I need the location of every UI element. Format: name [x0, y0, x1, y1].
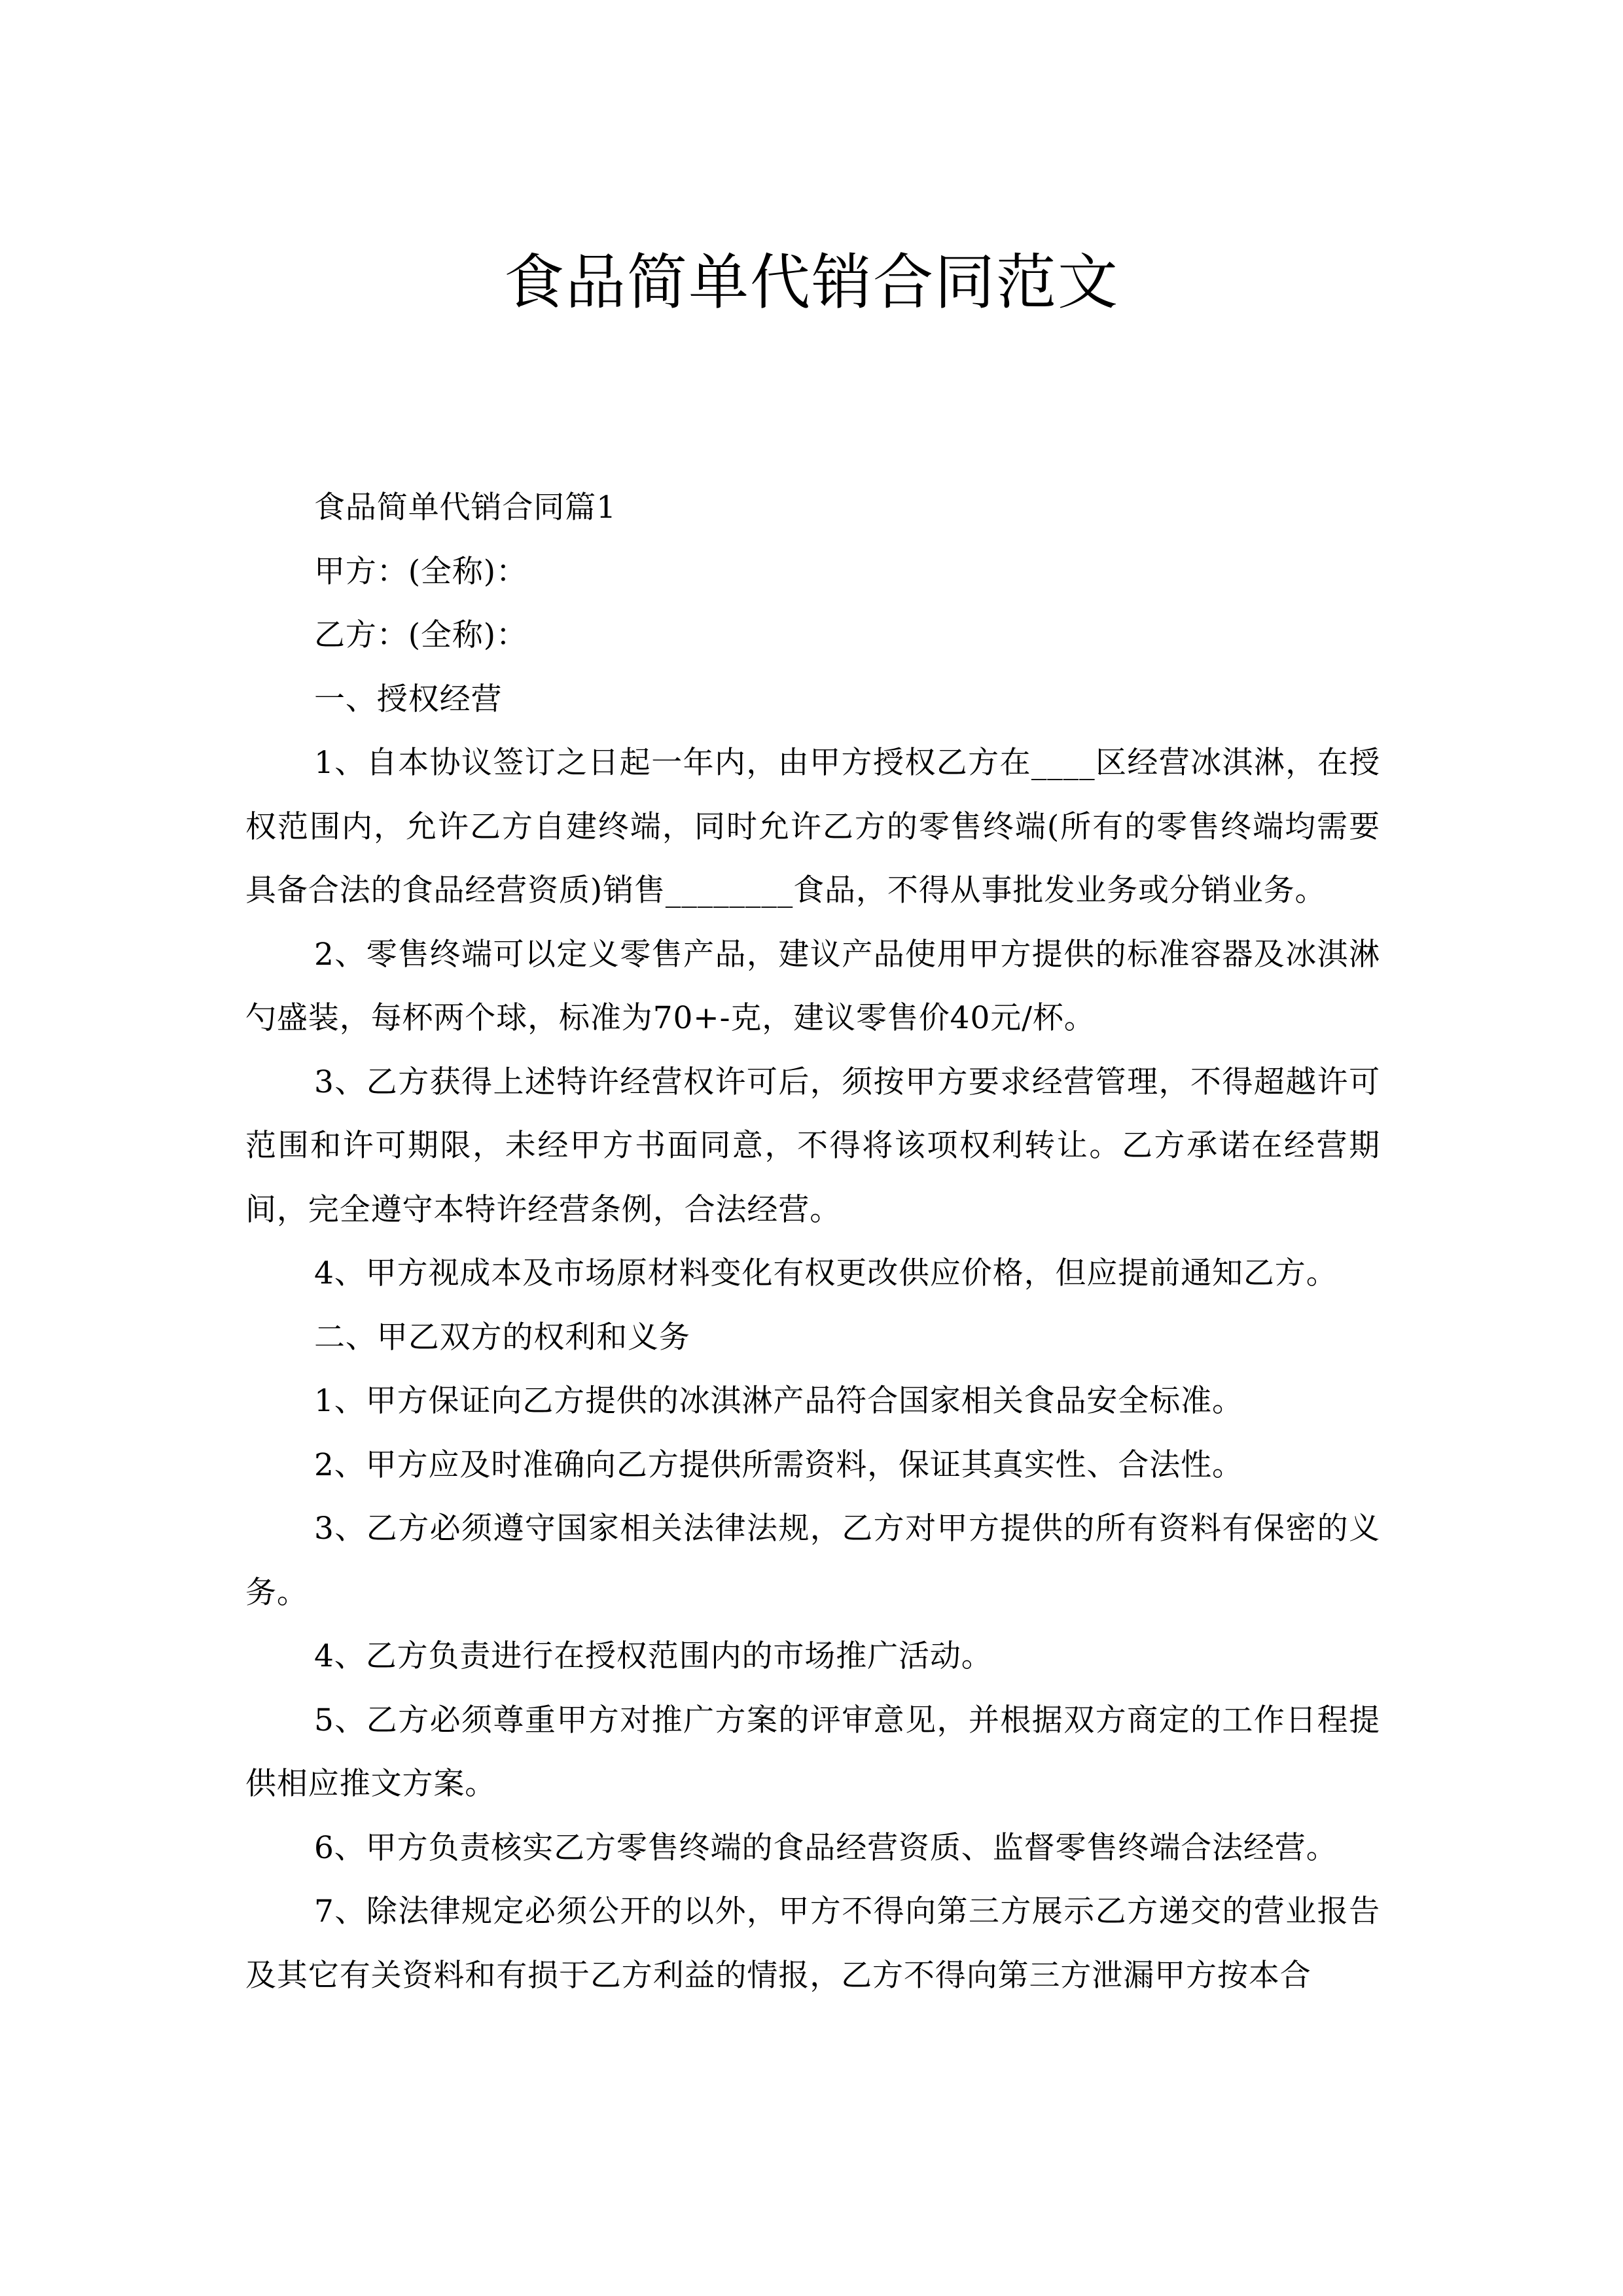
document-body — [245, 476, 1380, 2007]
clause-1-3: 3、乙方获得上述特许经营权许可后，须按甲方要求经营管理，不得超越许可范围和许可期限，未经甲方书面同意，不得将该项权利转让。乙方承诺在经营期间，完全遵守本特许经营条例，合法经营。 — [245, 1064, 1380, 1228]
section-heading-part1: 食品简单代销合同篇1 — [314, 490, 616, 526]
document-title: 食品简单代销合同范文 — [503, 247, 1119, 317]
party-b-line: 乙方：(全称)： — [314, 617, 527, 653]
clause-1-2: 2、零售终端可以定义零售产品，建议产品使用甲方提供的标准容器及冰淇淋勺盛装，每杯两个球，标准为70+-克，建议零售价40元/杯。 — [245, 936, 1380, 1036]
clause-2-1: 1、甲方保证向乙方提供的冰淇淋产品符合国家相关食品安全标准。 — [314, 1383, 1243, 1419]
clause-1-4: 4、甲方视成本及市场原材料变化有权更改供应价格，但应提前通知乙方。 — [314, 1255, 1338, 1291]
clause-2-3: 3、乙方必须遵守国家相关法律法规，乙方对甲方提供的所有资料有保密的义务。 — [245, 1511, 1380, 1611]
section-heading-rights-obligations: 二、甲乙双方的权利和义务 — [314, 1319, 690, 1355]
section-heading-authorization: 一、授权经营 — [314, 681, 503, 717]
clause-2-7: 7、除法律规定必须公开的以外，甲方不得向第三方展示乙方递交的营业报告及其它有关资料和有损于乙方利益的情报，乙方不得向第三方泄漏甲方按本合 — [245, 1893, 1380, 1994]
clause-2-4: 4、乙方负责进行在授权范围内的市场推广活动。 — [314, 1638, 993, 1674]
clause-2-2: 2、甲方应及时准确向乙方提供所需资料，保证其真实性、合法性。 — [314, 1446, 1243, 1483]
clause-2-6: 6、甲方负责核实乙方零售终端的食品经营资质、监督零售终端合法经营。 — [314, 1829, 1338, 1866]
clause-2-5: 5、乙方必须尊重甲方对推广方案的评审意见，并根据双方商定的工作日程提供相应推文方案。 — [245, 1702, 1380, 1802]
clause-1-1: 1、自本协议签订之日起一年内，由甲方授权乙方在____区经营冰淇淋，在授权范围内，允许乙方自建终端，同时允许乙方的零售终端(所有的零售终端均需要具备合法的食品经营资质)销售________食品，不得从事批发业务或分销业务。 — [245, 745, 1380, 908]
party-a-line: 甲方：(全称)： — [314, 553, 527, 590]
